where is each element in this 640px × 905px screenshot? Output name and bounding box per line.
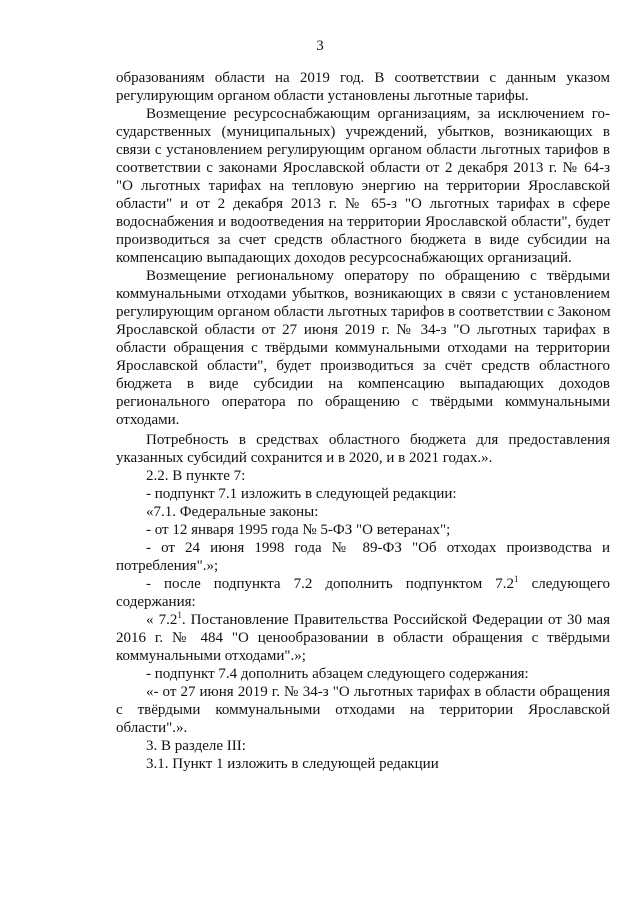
text-line [146, 612, 610, 630]
text-line: коммунальными отходами".»; [116, 648, 306, 664]
text-line: 2016 г. № 484 "О ценообразовании в области обращения с твёрдыми [116, 630, 610, 646]
text-line: области".». [116, 720, 188, 736]
text-line: области" и от 2 декабря 2013 г. № 65-з "О льготных тарифах в сфере [116, 196, 610, 212]
text-line: содержания: [116, 594, 196, 610]
text-line: Ярославской области от 27 июня 2019 г. № 34-з "О льготных тарифах в [116, 322, 610, 338]
page-number: 3 [316, 38, 324, 54]
text-line: соответствии с законами Ярославской области от 2 декабря 2013 г. № 64-з [116, 160, 610, 176]
text-line: регулирующим органом области льготных тарифов в соответствии с Законом [116, 304, 611, 320]
text-line: производиться за счет средств областного бюджета в виде субсидии на [116, 232, 610, 248]
text-line: 3.1. Пункт 1 изложить в следующей редакции [146, 756, 439, 772]
text-line: компенсацию выпадающих доходов ресурсоснабжающих организаций. [116, 250, 572, 266]
text-segment: « 7.2 [146, 612, 178, 628]
text-line: 3. В разделе III: [146, 738, 246, 754]
text-line: с твёрдыми коммунальными отходами на территории Ярославской [116, 702, 610, 718]
text-line: Потребность в средствах областного бюджета для предоставления [146, 432, 610, 448]
text-line: потребления".»; [116, 558, 219, 574]
text-line: 2.2. В пункте 7: [146, 468, 246, 484]
text-line: связи с установлением регулирующим органом области льготных тарифов в [116, 142, 610, 158]
text-line: Ярославской области", будет производиться за счёт средств областного [116, 358, 610, 374]
text-line: бюджета в виде субсидии на компенсацию выпадающих доходов [116, 376, 610, 392]
text-line: регулирующим органом области установлены льготные тарифы. [116, 88, 529, 104]
text-line: водоснабжения и водоотведения на территории Ярославской области", будет [116, 214, 610, 230]
text-line: указанных субсидий сохранится и в 2020, и в 2021 годах.». [116, 450, 493, 466]
superscript-mark: 1 [514, 574, 519, 584]
text-line: области обращения с твёрдыми коммунальными отходами на территории [116, 340, 610, 356]
text-line: - от 12 января 1995 года № 5-ФЗ "О ветеранах"; [146, 522, 451, 538]
text-line: "О льготных тарифах на тепловую энергию на территории Ярославской [116, 178, 610, 194]
text-line: - подпункт 7.1 изложить в следующей редакции: [146, 486, 457, 502]
text-segment: следующего [531, 576, 610, 592]
text-line: Возмещение региональному оператору по обращению с твёрдыми [146, 268, 610, 284]
text-line: сударственных (муниципальных) учреждений, убытков, возникающих в [116, 124, 610, 140]
text-line: - от 24 июня 1998 года № 89-ФЗ "Об отходах производства и [146, 540, 610, 556]
text-line: «- от 27 июня 2019 г. № 34-з "О льготных тарифах в области обращения [146, 684, 610, 700]
text-line [146, 576, 610, 594]
text-line: коммунальными отходами убытков, возникающих в связи с установлением [116, 286, 610, 302]
text-line: - подпункт 7.4 дополнить абзацем следующего содержания: [146, 666, 529, 682]
text-segment: - после подпункта 7.2 дополнить подпунктом 7.2 [146, 576, 515, 592]
text-line: регионального оператора по обращению с твёрдыми коммунальными [116, 394, 610, 410]
text-line: образованиям области на 2019 год. В соответствии с данным указом [116, 70, 610, 86]
text-line: отходами. [116, 412, 180, 428]
superscript-mark: 1 [177, 610, 182, 620]
text-segment: . Постановление Правительства Российской Федерации от 30 мая [181, 612, 610, 628]
text-line: Возмещение ресурсоснабжающим организациям, за исключением го- [146, 106, 610, 122]
text-line: «7.1. Федеральные законы: [146, 504, 319, 520]
